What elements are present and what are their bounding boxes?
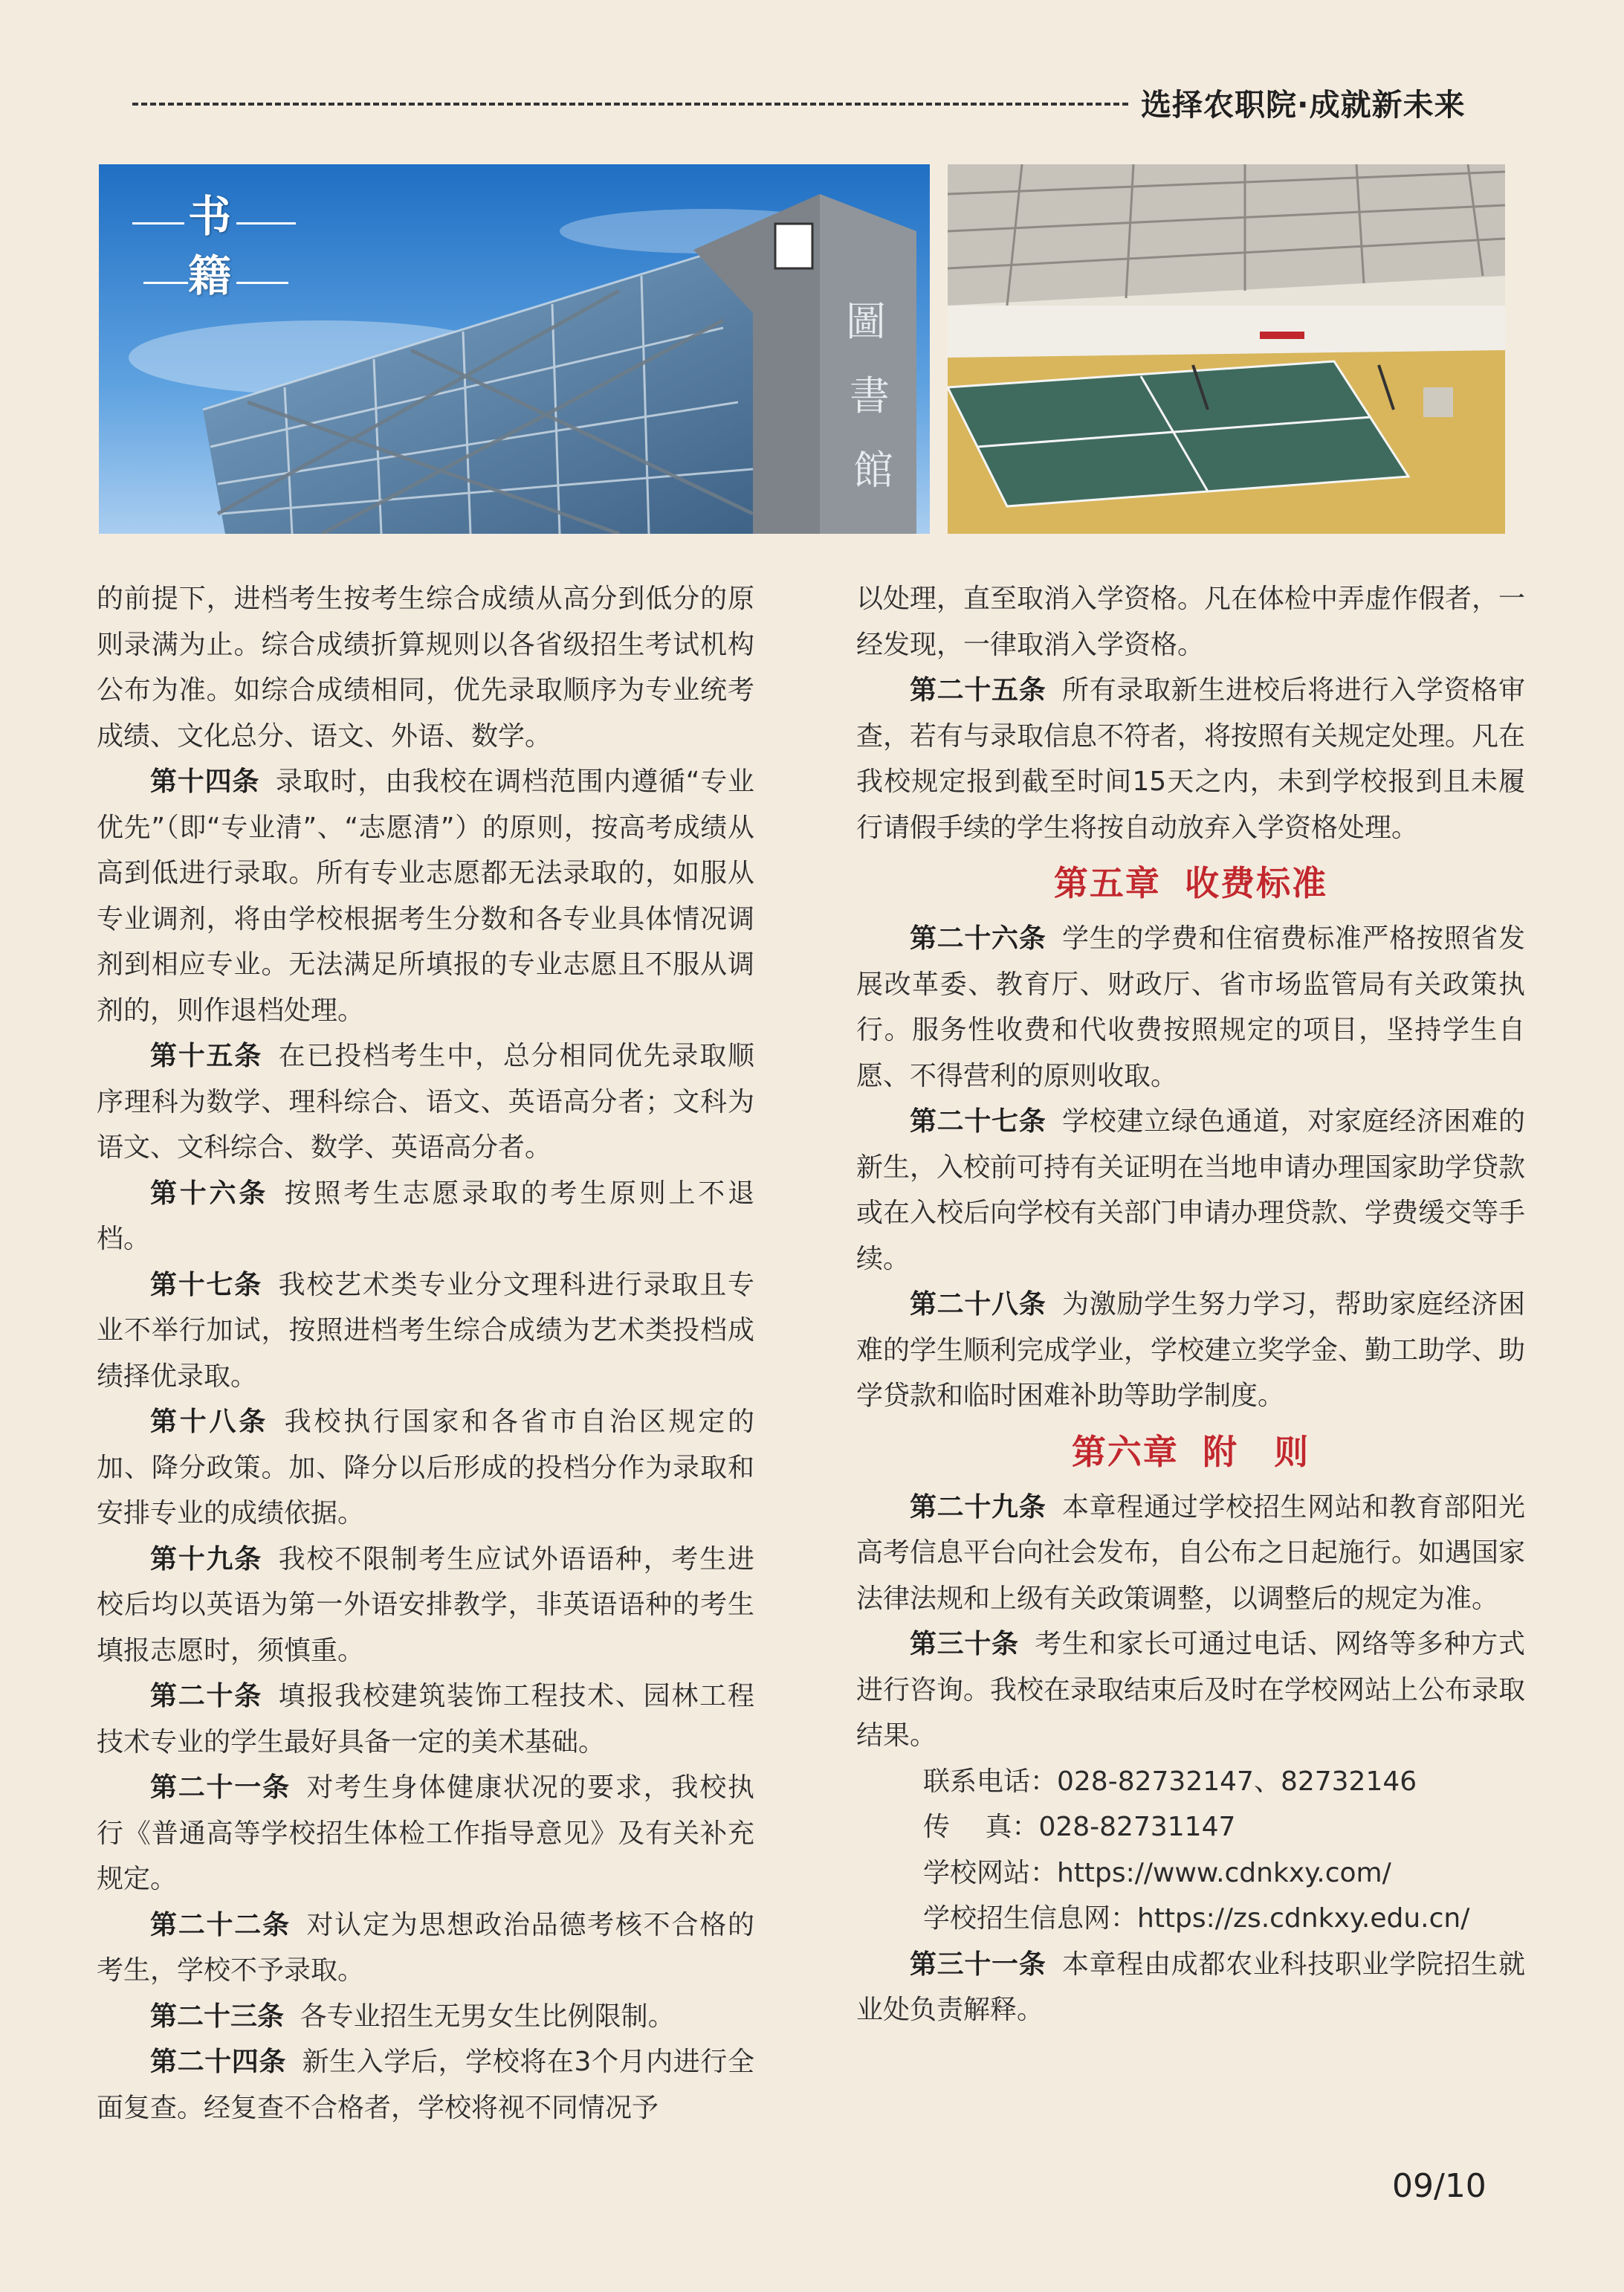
paragraph-text: 学校网站：https://www.cdnkxy.com/ — [923, 1857, 1391, 1888]
article-label: 第二十一条 — [150, 1772, 291, 1803]
article-paragraph — [97, 1399, 754, 1537]
chapter-number: 第六章 — [1071, 1431, 1179, 1472]
sign-char-1: 圖 — [846, 298, 886, 345]
page-number: 09/10 — [1392, 2167, 1486, 2205]
paragraph-text: 我校艺术类专业分文理科进行录取且专业不举行加试，按照进档考生综合成绩为艺术类投档成绩择优录取。 — [97, 1269, 754, 1392]
article-paragraph — [97, 1262, 754, 1400]
article-label: 第二十二条 — [150, 1909, 291, 1940]
paragraph-text: 学生的学费和住宿费标准严格按照省发展改革委、教育厅、财政厅、省市场监管局有关政策执行。服务性收费和代收费按照规定的项目，坚持学生自愿、不得营利的原则收取。 — [856, 923, 1525, 1091]
chapter-title: 收费标准 — [1185, 863, 1328, 903]
paragraph-text: 为激励学生努力学习，帮助家庭经济困难的学生顺利完成学业，学校建立奖学金、勤工助学、助学贷款和临时困难补助等助学制度。 — [856, 1289, 1526, 1411]
paragraph-text: 对认定为思想政治品德考核不合格的考生，学校不予录取。 — [97, 1909, 754, 1986]
paragraph-text: 我校不限制考生应试外语语种，考生进校后均以英语为第一外语安排教学，非英语语种的考生填报志愿时，须慎重。 — [97, 1543, 754, 1666]
article-paragraph — [97, 1902, 754, 1994]
contact-line — [856, 1850, 1525, 1896]
article-paragraph — [97, 1994, 754, 2040]
article-label: 第十九条 — [150, 1543, 263, 1575]
caption-rule — [236, 282, 288, 284]
chapter-title: 附 则 — [1203, 1431, 1310, 1472]
article-paragraph — [856, 1942, 1525, 2033]
paragraph-text: 录取时，由我校在调档范围内遵循“专业优先”（即“专业清”、“志愿清”）的原则，按高考成绩从高到低进行录取。所有专业志愿都无法录取的，如服从专业调剂，将由学校根据考生分数和各专业具体情况调剂到相应专业。无法满足所填报的专业志愿且不服从调剂的，则作退档处理。 — [97, 766, 754, 1026]
paragraph-continuation — [856, 576, 1525, 668]
library-photo — [99, 164, 930, 534]
paragraph-text: 对考生身体健康状况的要求，我校执行《普通高等学校招生体检工作指导意见》及有关补充规定。 — [97, 1772, 754, 1894]
caption-rule — [132, 222, 184, 225]
paragraph-text: 在已投档考生中，总分相同优先录取顺序理科为数学、理科综合、语文、英语高分者；文科为语文、文科综合、数学、英语高分者。 — [97, 1041, 754, 1163]
article-label: 第十六条 — [150, 1178, 269, 1209]
paragraph-text: 各专业招生无男女生比例限制。 — [300, 2001, 675, 2032]
article-label: 第三十条 — [910, 1629, 1019, 1659]
caption-rule — [143, 282, 188, 284]
paragraph-text: 新生入学后，学校将在3个月内进行全面复查。经复查不合格者，学校将视不同情况予 — [97, 2047, 754, 2123]
paragraph-text: 以处理，直至取消入学资格。凡在体检中弄虚作假者，一经发现，一律取消入学资格。 — [856, 584, 1526, 660]
article-label: 第二十条 — [150, 1681, 263, 1711]
article-paragraph — [856, 1099, 1525, 1282]
caption-rule — [236, 222, 296, 225]
article-paragraph — [97, 1765, 754, 1902]
paragraph-text: 的前提下，进档考生按考生综合成绩从高分到低分的原则录满为止。综合成绩折算规则以各省级招生考试机构公布为准。如综合成绩相同，优先录取顺序为专业统考成绩、文化总分、语文、外语、数学。 — [97, 584, 754, 752]
chapter-number: 第五章 — [1053, 863, 1161, 903]
contact-line — [856, 1759, 1525, 1805]
article-paragraph — [97, 1537, 754, 1674]
chapter-heading — [856, 852, 1525, 914]
right-text-column — [856, 576, 1525, 2033]
article-label: 第二十九条 — [910, 1491, 1046, 1523]
paragraph-text: 按照考生志愿录取的考生原则上不退档。 — [97, 1178, 754, 1254]
paragraph-text: 我校执行国家和各省市自治区规定的加、降分政策。加、降分以后形成的投档分作为录取和安排专业的成绩依据。 — [97, 1407, 754, 1528]
article-label: 第十七条 — [150, 1269, 263, 1300]
article-paragraph — [856, 1621, 1525, 1759]
article-label: 第十四条 — [150, 766, 260, 797]
article-paragraph — [97, 2039, 754, 2131]
article-label: 第二十五条 — [910, 675, 1046, 706]
article-paragraph — [856, 1485, 1525, 1622]
chapter-heading — [856, 1421, 1525, 1483]
article-paragraph — [856, 1282, 1525, 1419]
paragraph-text: 填报我校建筑装饰工程技术、园林工程技术专业的学生最好具备一定的美术基础。 — [97, 1681, 754, 1757]
paragraph-text: 本章程由成都农业科技职业学院招生就业处负责解释。 — [856, 1949, 1525, 2025]
paragraph-text: 本章程通过学校招生网站和教育部阳光高考信息平台向社会发布，自公布之日起施行。如遇国家法律法规和上级有关政策调整，以调整后的规定为准。 — [856, 1491, 1526, 1614]
paragraph-text: 传 真：028-82731147 — [923, 1812, 1236, 1842]
left-text-column — [97, 576, 754, 2131]
sign-char-3: 館 — [853, 447, 893, 494]
article-paragraph — [856, 668, 1525, 850]
paragraph-text: 联系电话：028-82732147、82732146 — [923, 1766, 1417, 1797]
gym-photo — [948, 164, 1505, 534]
article-paragraph — [97, 759, 754, 1033]
paragraph-text: 所有录取新生进校后将进行入学资格审查，若有与录取信息不符者，将按照有关规定处理。凡在我校规定报到截至时间15天之内，未到学校报到且未履行请假手续的学生将按自动放弃入学资格处理。 — [856, 675, 1526, 843]
article-label: 第三十一条 — [910, 1949, 1046, 1980]
paragraph-continuation — [97, 576, 754, 759]
article-label: 第十五条 — [150, 1041, 263, 1071]
caption-line-2: 籍 — [188, 251, 232, 301]
photo-caption — [129, 187, 231, 306]
article-label: 第二十八条 — [910, 1289, 1046, 1320]
article-paragraph — [97, 1171, 754, 1262]
article-label: 第十八条 — [150, 1407, 269, 1437]
article-label: 第二十六条 — [910, 923, 1046, 954]
article-label: 第二十三条 — [150, 2001, 285, 2032]
article-paragraph — [97, 1033, 754, 1171]
caption-line-1: 书 — [188, 191, 232, 242]
header-dashed-rule — [132, 103, 1128, 106]
paragraph-text: 考生和家长可通过电话、网络等多种方式进行咨询。我校在录取结束后及时在学校网站上公布录取结果。 — [856, 1629, 1526, 1751]
article-paragraph — [856, 916, 1525, 1099]
contact-line — [856, 1804, 1525, 1850]
paragraph-text: 学校招生信息网：https://zs.cdnkxy.edu.cn/ — [923, 1903, 1470, 1934]
contact-line — [856, 1896, 1525, 1942]
header-slogan: 选择农职院·成就新未来 — [1141, 87, 1466, 123]
article-paragraph — [97, 1673, 754, 1765]
paragraph-text: 学校建立绿色通道，对家庭经济困难的新生，入校前可持有关证明在当地申请办理国家助学贷款或在入校后向学校有关部门申请办理贷款、学费缓交等手续。 — [856, 1106, 1526, 1274]
article-label: 第二十七条 — [910, 1106, 1046, 1137]
sign-char-2: 書 — [850, 372, 890, 419]
article-label: 第二十四条 — [150, 2047, 286, 2077]
